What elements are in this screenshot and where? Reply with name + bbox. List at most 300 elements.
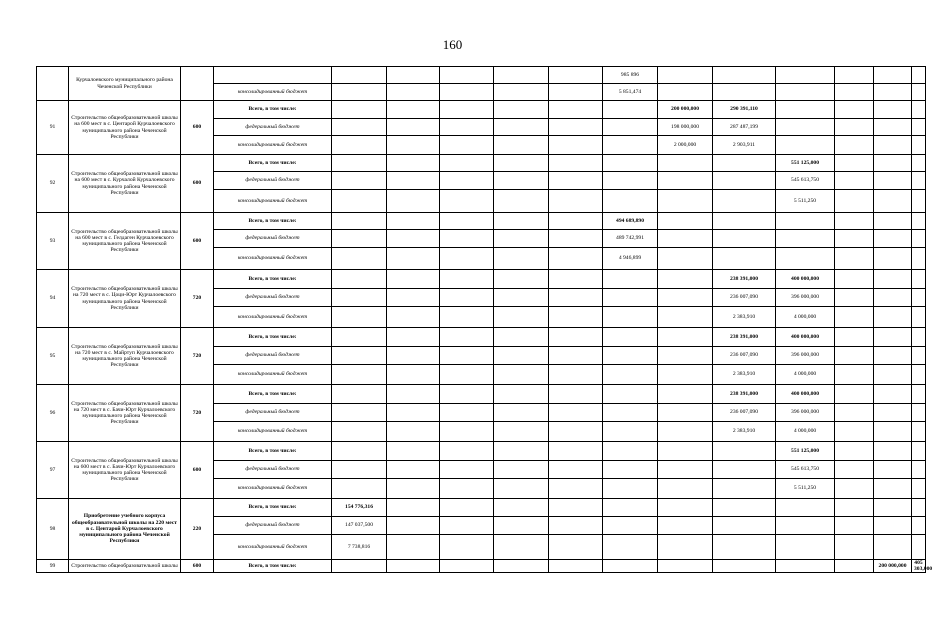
amount-cell: 4 000,000 [776, 307, 835, 328]
amount-cell [835, 248, 874, 270]
amount-cell [658, 155, 713, 172]
amount-cell [549, 365, 603, 385]
amount-cell [440, 172, 494, 190]
amount-cell: 2 383,910 [713, 307, 776, 328]
amount-cell [332, 136, 387, 155]
amount-cell [713, 517, 776, 535]
amount-cell [387, 119, 440, 136]
amount-cell [776, 119, 835, 136]
amount-cell [549, 328, 603, 347]
capacity: 600 [181, 213, 214, 270]
amount-cell [440, 289, 494, 307]
amount-cell: 494 689,890 [603, 213, 658, 230]
amount-cell: 5 851,474 [603, 84, 658, 101]
funding-source: консолидированный бюджет [214, 248, 332, 270]
amount-cell [387, 560, 440, 573]
amount-cell [658, 289, 713, 307]
amount-cell [835, 213, 874, 230]
amount-cell [603, 172, 658, 190]
amount-cell [912, 385, 926, 404]
amount-cell [603, 517, 658, 535]
amount-cell [776, 535, 835, 560]
amount-cell [835, 385, 874, 404]
amount-cell [387, 499, 440, 517]
amount-cell [440, 365, 494, 385]
amount-cell [713, 442, 776, 461]
amount-cell: 7 738,816 [332, 535, 387, 560]
amount-cell [912, 461, 926, 479]
amount-cell [603, 270, 658, 289]
page-number: 160 [442, 37, 463, 52]
amount-cell [440, 248, 494, 270]
capacity: 720 [181, 270, 214, 328]
amount-cell [713, 461, 776, 479]
table-row [37, 328, 926, 347]
amount-cell [494, 213, 549, 230]
amount-cell [494, 190, 549, 213]
amount-cell [549, 560, 603, 573]
amount-cell [874, 307, 912, 328]
amount-cell [549, 190, 603, 213]
amount-cell [658, 190, 713, 213]
amount-cell: 4 000,000 [776, 365, 835, 385]
amount-cell [603, 385, 658, 404]
amount-cell [332, 461, 387, 479]
funding-source: консолидированный бюджет [214, 422, 332, 442]
capacity: 720 [181, 385, 214, 442]
amount-cell [440, 535, 494, 560]
funding-source: Всего, в том числе: [214, 328, 332, 347]
amount-cell [874, 190, 912, 213]
amount-cell [603, 461, 658, 479]
amount-cell [713, 479, 776, 499]
amount-cell [874, 289, 912, 307]
funding-source: федеральный бюджет [214, 119, 332, 136]
amount-cell [776, 136, 835, 155]
amount-cell [549, 101, 603, 119]
amount-cell [874, 442, 912, 461]
amount-cell [387, 101, 440, 119]
amount-cell [835, 517, 874, 535]
amount-cell [440, 328, 494, 347]
amount-cell [658, 499, 713, 517]
amount-cell [332, 270, 387, 289]
amount-cell [835, 365, 874, 385]
amount-cell [387, 289, 440, 307]
amount-cell [440, 213, 494, 230]
amount-cell [494, 328, 549, 347]
funding-source: Всего, в том числе: [214, 270, 332, 289]
amount-cell [776, 499, 835, 517]
amount-cell [713, 499, 776, 517]
amount-cell [658, 67, 713, 84]
amount-cell [332, 560, 387, 573]
amount-cell [549, 67, 603, 84]
amount-cell [332, 101, 387, 119]
amount-cell [912, 67, 926, 84]
amount-cell [658, 347, 713, 365]
amount-cell [874, 535, 912, 560]
amount-cell [912, 84, 926, 101]
amount-cell [440, 190, 494, 213]
amount-cell [603, 422, 658, 442]
amount-cell [440, 230, 494, 248]
amount-cell [776, 230, 835, 248]
amount-cell [776, 213, 835, 230]
amount-cell [549, 270, 603, 289]
amount-cell [835, 499, 874, 517]
amount-cell: 4 000,000 [776, 422, 835, 442]
funding-source: федеральный бюджет [214, 517, 332, 535]
row-number: 97 [37, 442, 69, 499]
amount-cell [912, 119, 926, 136]
amount-cell [713, 560, 776, 573]
row-number: 93 [37, 213, 69, 270]
amount-cell [912, 190, 926, 213]
amount-cell [874, 119, 912, 136]
amount-cell [658, 461, 713, 479]
amount-cell [835, 479, 874, 499]
amount-cell: 551 125,000 [776, 442, 835, 461]
amount-cell [549, 172, 603, 190]
amount-cell [332, 385, 387, 404]
amount-cell [713, 67, 776, 84]
funding-source: Всего, в том числе: [214, 442, 332, 461]
project-name: Строительство общеобразовательной школы на 720 мест в с. Бачи-Юрт Курчалоевского муниципального района Чеченской Республики [69, 385, 181, 442]
funding-source: консолидированный бюджет [214, 479, 332, 499]
amount-cell [874, 422, 912, 442]
row-number: 91 [37, 101, 69, 155]
amount-cell [549, 442, 603, 461]
amount-cell [603, 442, 658, 461]
amount-cell [494, 422, 549, 442]
funding-source: консолидированный бюджет [214, 190, 332, 213]
amount-cell [874, 499, 912, 517]
funding-source: консолидированный бюджет [214, 535, 332, 560]
amount-cell [494, 479, 549, 499]
amount-cell [494, 172, 549, 190]
amount-cell [603, 328, 658, 347]
amount-cell [440, 101, 494, 119]
amount-cell: 405 303,000 [912, 560, 926, 573]
amount-cell [835, 347, 874, 365]
amount-cell [387, 535, 440, 560]
amount-cell [440, 119, 494, 136]
capacity: 600 [181, 101, 214, 155]
amount-cell [658, 172, 713, 190]
amount-cell [603, 479, 658, 499]
amount-cell [387, 248, 440, 270]
amount-cell [440, 560, 494, 573]
amount-cell [387, 67, 440, 84]
amount-cell [835, 307, 874, 328]
amount-cell [440, 461, 494, 479]
amount-cell [440, 270, 494, 289]
amount-cell: 290 391,110 [713, 101, 776, 119]
amount-cell [603, 136, 658, 155]
amount-cell [658, 479, 713, 499]
amount-cell [332, 213, 387, 230]
amount-cell [603, 289, 658, 307]
amount-cell [912, 230, 926, 248]
funding-source: федеральный бюджет [214, 289, 332, 307]
amount-cell [332, 422, 387, 442]
amount-cell: 396 000,000 [776, 404, 835, 422]
amount-cell [494, 101, 549, 119]
amount-cell: 238 391,000 [713, 385, 776, 404]
row-number: 96 [37, 385, 69, 442]
amount-cell [494, 84, 549, 101]
amount-cell [440, 136, 494, 155]
amount-cell [835, 190, 874, 213]
amount-cell [387, 270, 440, 289]
amount-cell [549, 289, 603, 307]
amount-cell: 238 391,000 [713, 270, 776, 289]
amount-cell [776, 67, 835, 84]
amount-cell: 489 742,991 [603, 230, 658, 248]
amount-cell [603, 155, 658, 172]
project-name: Строительство общеобразовательной школы на 720 мест в с. Цоци-Юрт Курчалоевского муниципального района Чеченской Республики [69, 270, 181, 328]
amount-cell [713, 230, 776, 248]
amount-cell [912, 248, 926, 270]
amount-cell [440, 84, 494, 101]
amount-cell [835, 328, 874, 347]
amount-cell [874, 213, 912, 230]
amount-cell [387, 479, 440, 499]
row-number [37, 67, 69, 101]
amount-cell [658, 422, 713, 442]
project-name: Строительство общеобразовательной школы на 600 мест в с. Центарой Курчалоевского муниципального района Чеченской Республики [69, 101, 181, 155]
amount-cell [387, 347, 440, 365]
amount-cell [912, 422, 926, 442]
amount-cell [658, 248, 713, 270]
amount-cell [549, 307, 603, 328]
amount-cell [387, 136, 440, 155]
amount-cell [835, 289, 874, 307]
amount-cell [835, 461, 874, 479]
amount-cell [874, 172, 912, 190]
amount-cell [603, 499, 658, 517]
funding-source: Всего, в том числе: [214, 385, 332, 404]
amount-cell: 551 125,000 [776, 155, 835, 172]
amount-cell [874, 67, 912, 84]
amount-cell [874, 270, 912, 289]
amount-cell: 5 511,250 [776, 190, 835, 213]
amount-cell [549, 517, 603, 535]
amount-cell [549, 479, 603, 499]
amount-cell: 545 613,750 [776, 172, 835, 190]
project-name: Приобретение учебного корпуса общеобразовательной школы на 220 мест в с. Центарой Курчалоевского муниципального района Чеченской Республики [69, 499, 181, 560]
amount-cell [658, 213, 713, 230]
amount-cell [332, 248, 387, 270]
project-name: Строительство общеобразовательной школы [69, 560, 181, 573]
amount-cell [874, 155, 912, 172]
amount-cell [912, 404, 926, 422]
amount-cell [494, 461, 549, 479]
amount-cell [874, 461, 912, 479]
amount-cell [603, 365, 658, 385]
amount-cell [603, 560, 658, 573]
table-row [37, 442, 926, 461]
amount-cell [713, 535, 776, 560]
amount-cell [440, 499, 494, 517]
amount-cell: 200 000,000 [658, 101, 713, 119]
amount-cell [835, 404, 874, 422]
amount-cell [658, 307, 713, 328]
project-name: Строительство общеобразовательной школы на 600 мест в с. Гелдаген Курчалоевского муниципального района Чеченской Республики [69, 213, 181, 270]
funding-source [214, 67, 332, 84]
amount-cell [835, 270, 874, 289]
capacity: 600 [181, 560, 214, 573]
table-row [37, 101, 926, 119]
capacity: 600 [181, 442, 214, 499]
amount-cell [387, 213, 440, 230]
amount-cell [776, 248, 835, 270]
funding-source: Всего, в том числе: [214, 155, 332, 172]
amount-cell [776, 101, 835, 119]
amount-cell: 2 383,910 [713, 422, 776, 442]
amount-cell [440, 385, 494, 404]
amount-cell [332, 479, 387, 499]
capacity: 720 [181, 328, 214, 385]
amount-cell [440, 517, 494, 535]
funding-source: Всего, в том числе: [214, 213, 332, 230]
table-row [37, 270, 926, 289]
amount-cell [549, 422, 603, 442]
funding-source: консолидированный бюджет [214, 136, 332, 155]
capacity: 220 [181, 499, 214, 560]
amount-cell [874, 136, 912, 155]
amount-cell [440, 404, 494, 422]
amount-cell [494, 155, 549, 172]
amount-cell [332, 365, 387, 385]
amount-cell: 236 007,090 [713, 347, 776, 365]
amount-cell [387, 422, 440, 442]
amount-cell [874, 404, 912, 422]
amount-cell: 2 383,910 [713, 365, 776, 385]
amount-cell [658, 230, 713, 248]
amount-cell [440, 422, 494, 442]
amount-cell: 147 037,500 [332, 517, 387, 535]
amount-cell [440, 442, 494, 461]
amount-cell [494, 404, 549, 422]
amount-cell [549, 535, 603, 560]
amount-cell [912, 499, 926, 517]
amount-cell: 400 000,000 [776, 385, 835, 404]
capacity [181, 67, 214, 101]
amount-cell [835, 136, 874, 155]
amount-cell: 545 613,750 [776, 461, 835, 479]
amount-cell [603, 307, 658, 328]
amount-cell [332, 404, 387, 422]
table-row [37, 155, 926, 172]
amount-cell [387, 442, 440, 461]
amount-cell [494, 230, 549, 248]
amount-cell: 400 000,000 [776, 270, 835, 289]
amount-cell [332, 172, 387, 190]
row-number: 98 [37, 499, 69, 560]
amount-cell [387, 155, 440, 172]
amount-cell [658, 535, 713, 560]
amount-cell [912, 213, 926, 230]
amount-cell [874, 101, 912, 119]
amount-cell: 236 007,090 [713, 289, 776, 307]
amount-cell [332, 230, 387, 248]
amount-cell [440, 67, 494, 84]
amount-cell [874, 479, 912, 499]
amount-cell: 238 391,000 [713, 328, 776, 347]
amount-cell [387, 172, 440, 190]
table-row [37, 499, 926, 517]
amount-cell [494, 270, 549, 289]
funding-source: федеральный бюджет [214, 404, 332, 422]
amount-cell [332, 289, 387, 307]
amount-cell: 396 000,000 [776, 289, 835, 307]
amount-cell [835, 119, 874, 136]
amount-cell [912, 442, 926, 461]
amount-cell [658, 270, 713, 289]
amount-cell [332, 190, 387, 213]
amount-cell [658, 404, 713, 422]
funding-source: федеральный бюджет [214, 461, 332, 479]
amount-cell [332, 119, 387, 136]
amount-cell [332, 328, 387, 347]
amount-cell [874, 385, 912, 404]
amount-cell [874, 517, 912, 535]
amount-cell [549, 230, 603, 248]
amount-cell [494, 289, 549, 307]
amount-cell [874, 248, 912, 270]
amount-cell [835, 442, 874, 461]
amount-cell [912, 155, 926, 172]
amount-cell [332, 347, 387, 365]
amount-cell [658, 517, 713, 535]
amount-cell [549, 499, 603, 517]
amount-cell [494, 67, 549, 84]
amount-cell [603, 119, 658, 136]
amount-cell [835, 101, 874, 119]
amount-cell [332, 155, 387, 172]
amount-cell [387, 404, 440, 422]
amount-cell [549, 404, 603, 422]
amount-cell [835, 84, 874, 101]
amount-cell [874, 84, 912, 101]
amount-cell [776, 560, 835, 573]
funding-source: консолидированный бюджет [214, 365, 332, 385]
amount-cell [713, 190, 776, 213]
amount-cell [332, 67, 387, 84]
amount-cell [874, 230, 912, 248]
funding-source: федеральный бюджет [214, 230, 332, 248]
project-name: Курчалоевского муниципального района Чеченской Республики [69, 67, 181, 101]
amount-cell [494, 442, 549, 461]
amount-cell [387, 230, 440, 248]
amount-cell [440, 479, 494, 499]
amount-cell [494, 347, 549, 365]
amount-cell [494, 517, 549, 535]
amount-cell [658, 385, 713, 404]
amount-cell [387, 84, 440, 101]
amount-cell [494, 365, 549, 385]
amount-cell [713, 155, 776, 172]
funding-source: федеральный бюджет [214, 172, 332, 190]
amount-cell [912, 535, 926, 560]
amount-cell: 396 000,000 [776, 347, 835, 365]
amount-cell [912, 328, 926, 347]
amount-cell: 198 000,000 [658, 119, 713, 136]
amount-cell [713, 84, 776, 101]
amount-cell [549, 248, 603, 270]
